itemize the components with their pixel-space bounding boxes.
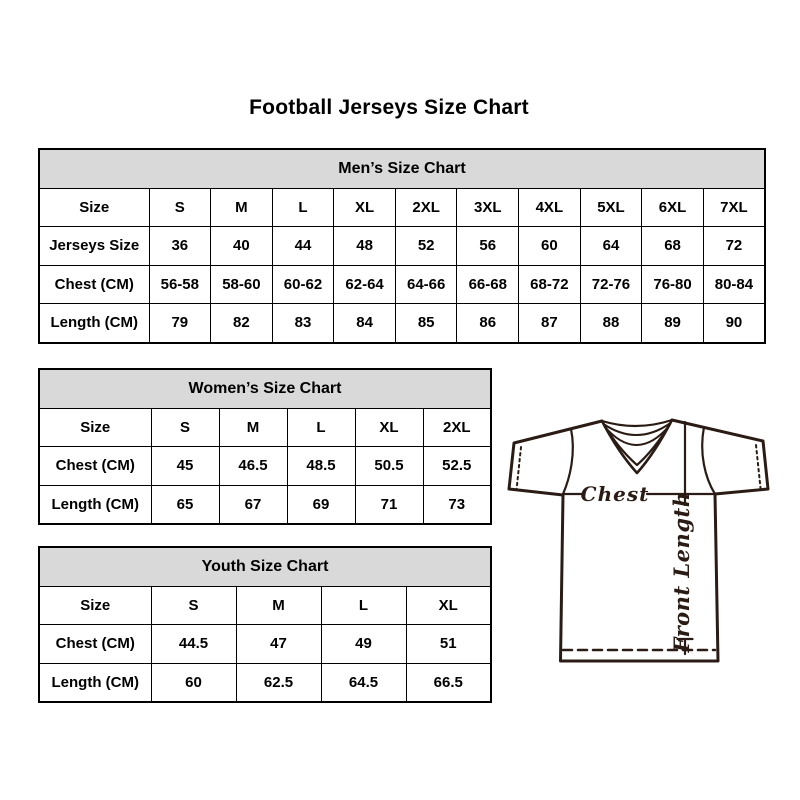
table-cell: S: [151, 586, 236, 625]
table-cell: 68-72: [519, 265, 581, 304]
table-row: [39, 485, 491, 524]
collar-top-edge: [602, 420, 672, 426]
table-cell: 48.5: [287, 447, 355, 486]
row-label: Length (CM): [39, 485, 151, 524]
table-cell: 4XL: [519, 188, 581, 227]
table-cell: 6XL: [642, 188, 704, 227]
youth-size-table: [38, 546, 492, 703]
table-cell: 82: [211, 304, 273, 343]
row-label: Length (CM): [39, 663, 151, 702]
table-header-row: [39, 369, 491, 408]
table-cell: M: [219, 408, 287, 447]
table-cell: 2XL: [395, 188, 457, 227]
table-cell: 2XL: [423, 408, 491, 447]
table-cell: 79: [149, 304, 211, 343]
table-cell: S: [151, 408, 219, 447]
left-armhole-seam: [563, 429, 573, 494]
table-cell: 67: [219, 485, 287, 524]
table-cell: 83: [272, 304, 334, 343]
table-row: [39, 408, 491, 447]
table-row: [39, 447, 491, 486]
table-cell: 68: [642, 227, 704, 266]
row-label: Size: [39, 188, 149, 227]
right-armhole-seam: [702, 427, 715, 494]
table-cell: 64: [580, 227, 642, 266]
right-cuff-stitch-line: [756, 445, 761, 488]
row-label: Size: [39, 408, 151, 447]
table-cell: 58-60: [211, 265, 273, 304]
table-cell: 44: [272, 227, 334, 266]
table-cell: 44.5: [151, 625, 236, 664]
row-label: Jerseys Size: [39, 227, 149, 266]
table-cell: 66.5: [406, 663, 491, 702]
table-cell: M: [211, 188, 273, 227]
table-row: [39, 227, 765, 266]
table-cell: 60: [151, 663, 236, 702]
table-cell: 52: [395, 227, 457, 266]
table-cell: 76-80: [642, 265, 704, 304]
table-row: [39, 188, 765, 227]
table-row: [39, 663, 491, 702]
table-header-row: [39, 149, 765, 188]
table-cell: 46.5: [219, 447, 287, 486]
row-label: Length (CM): [39, 304, 149, 343]
left-cuff-stitch-line: [517, 447, 522, 490]
table-cell: 60: [519, 227, 581, 266]
table-cell: 84: [334, 304, 396, 343]
front-length-label: Front Length: [669, 491, 694, 653]
table-cell: 49: [321, 625, 406, 664]
table-cell: 89: [642, 304, 704, 343]
table-cell: 86: [457, 304, 519, 343]
table-cell: 5XL: [580, 188, 642, 227]
table-cell: XL: [334, 188, 396, 227]
table-cell: 52.5: [423, 447, 491, 486]
table-cell: 65: [151, 485, 219, 524]
table-cell: 71: [355, 485, 423, 524]
table-row: [39, 625, 491, 664]
jersey-outline: [509, 420, 768, 661]
table-cell: 40: [211, 227, 273, 266]
chest-label: Chest: [580, 482, 650, 506]
table-cell: 85: [395, 304, 457, 343]
table-row: [39, 586, 491, 625]
table-cell: XL: [406, 586, 491, 625]
table-cell: 72: [703, 227, 765, 266]
youth-table-title: Youth Size Chart: [39, 547, 491, 586]
table-cell: 88: [580, 304, 642, 343]
table-cell: S: [149, 188, 211, 227]
table-cell: L: [287, 408, 355, 447]
table-cell: 87: [519, 304, 581, 343]
table-cell: 64-66: [395, 265, 457, 304]
jersey-measurement-diagram: [505, 398, 775, 690]
table-cell: 73: [423, 485, 491, 524]
table-cell: 62-64: [334, 265, 396, 304]
table-cell: 90: [703, 304, 765, 343]
womens-size-table: [38, 368, 492, 525]
table-cell: 66-68: [457, 265, 519, 304]
table-cell: L: [321, 586, 406, 625]
table-cell: 60-62: [272, 265, 334, 304]
table-cell: 50.5: [355, 447, 423, 486]
table-cell: 80-84: [703, 265, 765, 304]
women-table-title: Women’s Size Chart: [39, 369, 491, 408]
men-table-title: Men’s Size Chart: [39, 149, 765, 188]
table-cell: M: [236, 586, 321, 625]
table-cell: 56-58: [149, 265, 211, 304]
table-cell: 62.5: [236, 663, 321, 702]
table-row: [39, 304, 765, 343]
table-cell: 64.5: [321, 663, 406, 702]
row-label: Chest (CM): [39, 265, 149, 304]
row-label: Size: [39, 586, 151, 625]
mens-size-table: [38, 148, 766, 344]
table-cell: L: [272, 188, 334, 227]
table-cell: XL: [355, 408, 423, 447]
table-cell: 47: [236, 625, 321, 664]
table-cell: 45: [151, 447, 219, 486]
table-cell: 72-76: [580, 265, 642, 304]
table-row: [39, 265, 765, 304]
table-cell: 36: [149, 227, 211, 266]
row-label: Chest (CM): [39, 447, 151, 486]
page-title: Football Jerseys Size Chart: [249, 96, 529, 119]
table-cell: 7XL: [703, 188, 765, 227]
table-cell: 51: [406, 625, 491, 664]
row-label: Chest (CM): [39, 625, 151, 664]
table-cell: 56: [457, 227, 519, 266]
table-cell: 69: [287, 485, 355, 524]
table-cell: 48: [334, 227, 396, 266]
table-header-row: [39, 547, 491, 586]
table-cell: 3XL: [457, 188, 519, 227]
